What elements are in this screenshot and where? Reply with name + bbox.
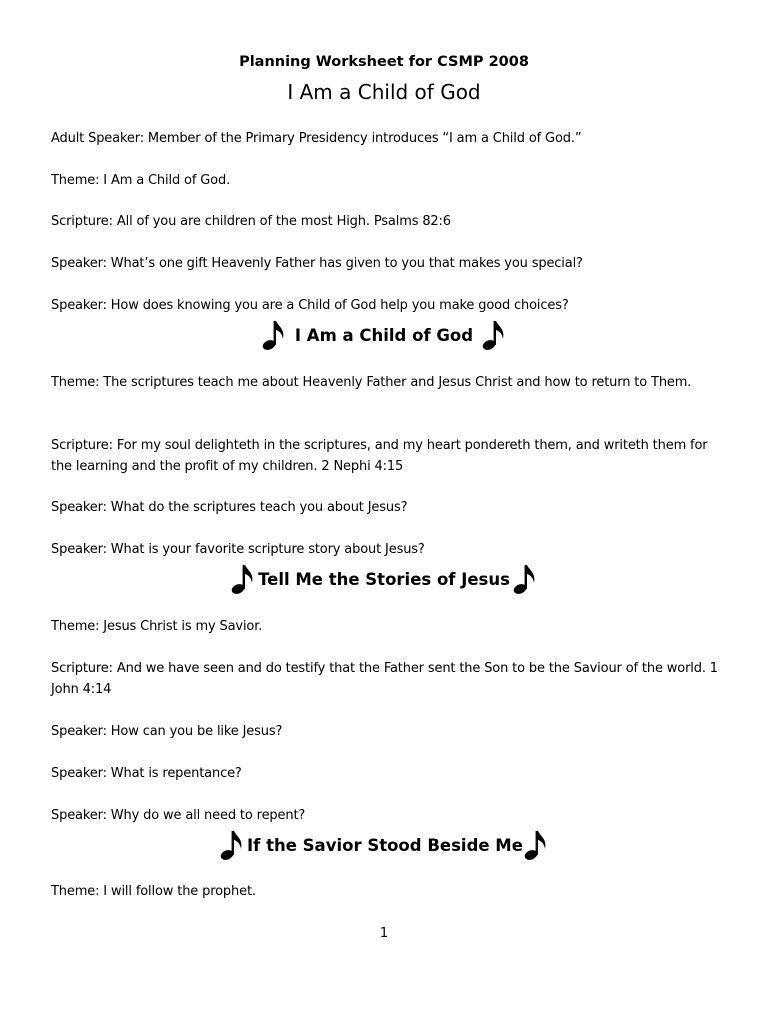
page-number: 1 — [379, 926, 389, 941]
music-note-icon — [261, 318, 287, 352]
paragraph-theme-1: Theme: I Am a Child of God. — [51, 173, 231, 188]
music-note-icon — [219, 828, 245, 862]
paragraph-speaker-3: Speaker: What do the scriptures teach you about Jesus? — [51, 500, 408, 515]
song-title-text: I Am a Child of God — [294, 325, 474, 345]
paragraph-scripture-1: Scripture: All of you are children of the most High. Psalms 82:6 — [51, 214, 451, 229]
paragraph-theme-3: Theme: Jesus Christ is my Savior. — [51, 619, 263, 634]
song-title-3 — [0, 828, 768, 866]
music-note-icon — [512, 562, 538, 596]
paragraph-speaker-4: Speaker: What is your favorite scripture story about Jesus? — [51, 542, 425, 557]
music-note-icon — [523, 828, 549, 862]
paragraph-speaker-2: Speaker: How does knowing you are a Child of God help you make good choices? — [51, 298, 569, 313]
paragraph-adult-speaker: Adult Speaker: Member of the Primary Presidency introduces “I am a Child of God.” — [51, 131, 582, 146]
paragraph-speaker-6: Speaker: What is repentance? — [51, 766, 242, 781]
song-title-2 — [0, 562, 768, 600]
paragraph-theme-2: Theme: The scriptures teach me about Heavenly Father and Jesus Christ and how to return to Them. — [51, 375, 692, 390]
music-note-icon — [230, 562, 256, 596]
paragraph-theme-4: Theme: I will follow the prophet. — [51, 884, 256, 899]
paragraph-speaker-1: Speaker: What’s one gift Heavenly Father has given to you that makes you special? — [51, 256, 583, 271]
paragraph-scripture-2: Scripture: For my soul delighteth in the scriptures, and my heart pondereth them, and writeth them for the learning and the profit of my children. 2 Nephi 4:15 — [51, 438, 708, 474]
song-title-text: If the Savior Stood Beside Me — [247, 835, 523, 855]
document-title: Planning Worksheet for CSMP 2008 — [239, 54, 529, 70]
document-subtitle: I Am a Child of God — [287, 80, 481, 104]
music-note-icon — [481, 318, 507, 352]
song-title-text: Tell Me the Stories of Jesus — [258, 569, 510, 589]
song-title-1 — [0, 318, 768, 356]
paragraph-speaker-5: Speaker: How can you be like Jesus? — [51, 724, 283, 739]
paragraph-scripture-3: Scripture: And we have seen and do testify that the Father sent the Son to be the Saviour of the world. 1 John 4:14 — [51, 661, 718, 697]
paragraph-speaker-7: Speaker: Why do we all need to repent? — [51, 808, 306, 823]
